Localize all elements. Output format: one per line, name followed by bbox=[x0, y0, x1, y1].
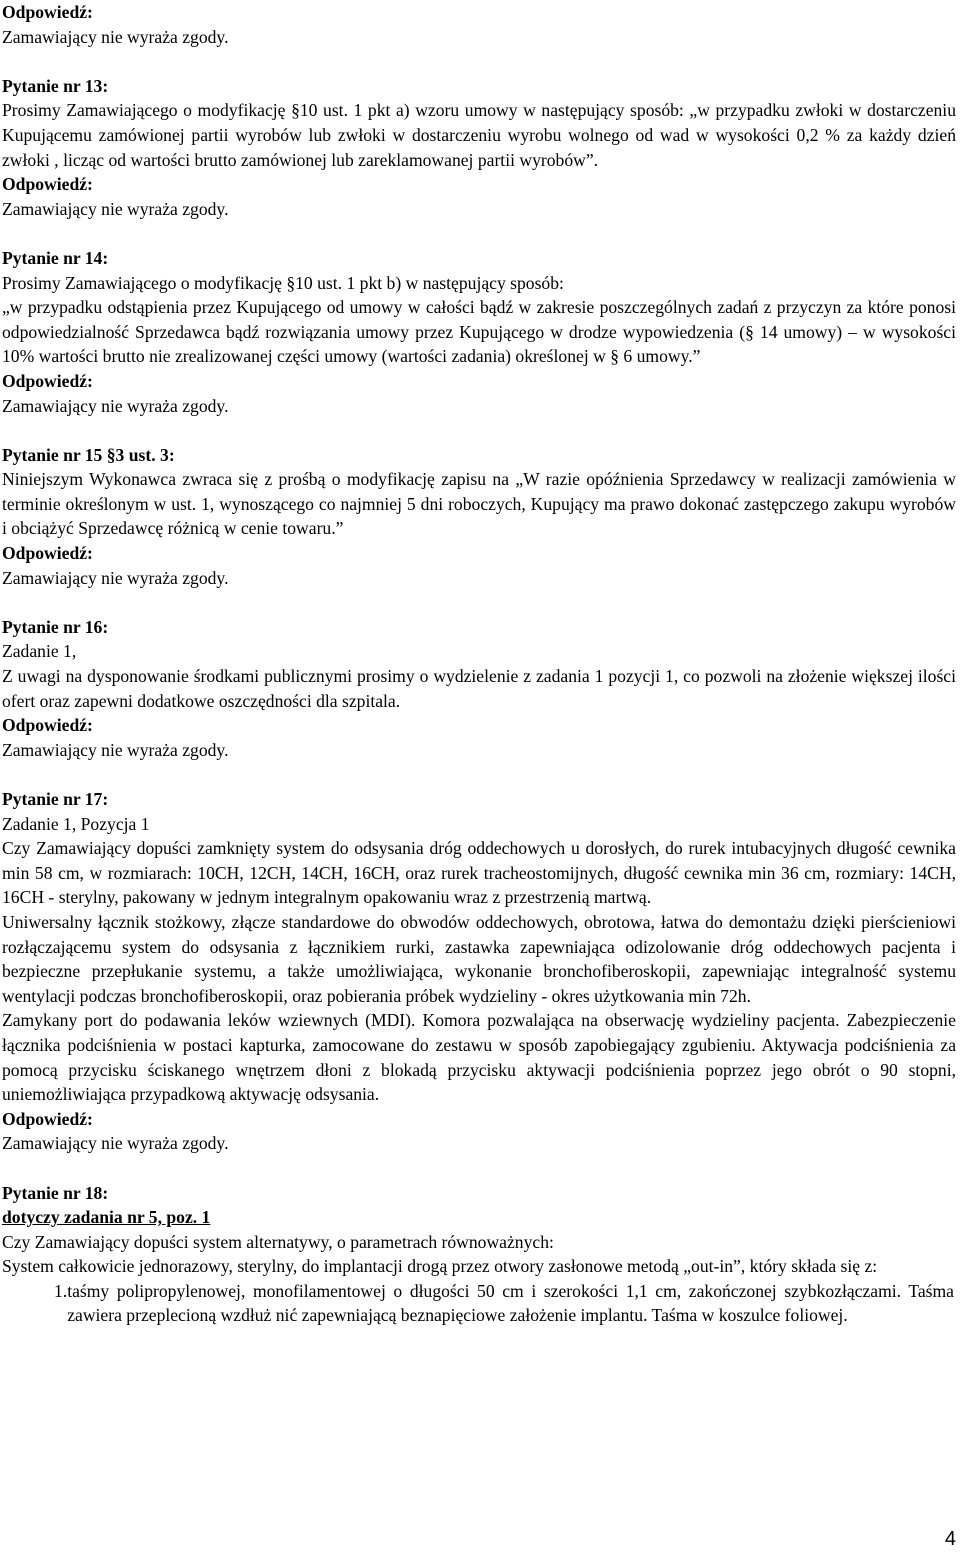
list-item-text: taśmy polipropylenowej, monofilamentowej o długości 50 cm i szerokości 1,1 cm, zakończonej szybkozłączami. Taśma zawiera przeplecioną wzdłuż nić zapewniającą beznapięciowe założenie implantu. Taśma w koszulce foliowej. bbox=[67, 1280, 954, 1326]
question-18-body: System całkowicie jednorazowy, sterylny, do implantacji drogą przez otwory zasłonowe metodą „out-in”, który składa się z: bbox=[2, 1256, 878, 1277]
question-17-paragraph-1: Czy Zamawiający dopuści zamknięty system do odsysania dróg oddechowych u dorosłych, do rurek intubacyjnych długość cewnika min 58 cm, w rozmiarach: 10CH, 12CH, 14CH, 16CH, oraz rurek tracheostomijnych, długość cewnika min 36 cm, rozmiary: 14CH, 16CH - sterylny, pakowany w jednym integralnym opakowaniu wraz z przestrzenią martwą. bbox=[2, 838, 956, 908]
question-14-answer-text: Zamawiający nie wyraża zgody. bbox=[2, 395, 229, 416]
question-16-answer-label: Odpowiedź: bbox=[2, 715, 93, 736]
question-17-title: Pytanie nr 17: bbox=[2, 789, 109, 809]
question-14-answer-label: Odpowiedź: bbox=[2, 370, 93, 391]
question-13-title: Pytanie nr 13: bbox=[2, 75, 109, 96]
question-15-answer-label: Odpowiedź: bbox=[2, 543, 93, 564]
question-14-body: „w przypadku odstąpienia przez Kupującego od umowy w całości bądź w zakresie poszczególnych zadań z przyczyn za które ponosi odpowiedzialność Sprzedawca bądź rozwiązania umowy przez Kupującego w drodze wypowiedzenia (§ 14 umowy) – w wysokości 10% wartości brutto nie zrealizowanej części umowy (wartości zadania) określonej w § 6 umowy.” bbox=[2, 297, 956, 367]
question-17-answer-label: Odpowiedź: bbox=[2, 1108, 93, 1129]
question-18-intro: Czy Zamawiający dopuści system alternatywy, o parametrach równoważnych: bbox=[2, 1231, 554, 1252]
page-number: 4 bbox=[944, 1528, 956, 1550]
answer-label: Odpowiedź: bbox=[2, 2, 93, 22]
question-16-body: Z uwagi na dysponowanie środkami publicznymi prosimy o wydzielenie z zadania 1 pozycji 1, co pozwoli na złożenie większej ilości ofert oraz zapewni dodatkowe oszczędności dla szpitala. bbox=[2, 666, 956, 711]
question-16-answer-text: Zamawiający nie wyraża zgody. bbox=[2, 739, 229, 760]
question-15-answer-text: Zamawiający nie wyraża zgody. bbox=[2, 567, 229, 588]
question-17-answer-text: Zamawiający nie wyraża zgody. bbox=[2, 1133, 229, 1154]
question-17-paragraph-3: Zamykany port do podawania leków wziewnych (MDI). Komora pozwalająca na obserwację wydzieliny pacjenta. Zabezpieczenie łącznika podciśnienia w postaci kapturka, zamocowane do zestawu w sposób zapobiegający zgubieniu. Aktywacja podciśnienia za pomocą przycisku ściskanego wnętrzem dłoni z blokadą przycisku aktywacji podciśnienia poprzez jego obrót o 90 stopni, uniemożliwiająca przypadkową aktywację odsysania. bbox=[2, 1010, 956, 1105]
question-17-subtitle: Zadanie 1, Pozycja 1 bbox=[2, 813, 150, 834]
question-13-body: Prosimy Zamawiającego o modyfikację §10 ust. 1 pkt a) wzoru umowy w następujący sposób: „w przypadku zwłoki w dostarczeniu Kupującemu zamówionej partii wyrobów lub zwłoki w dostarczeniu wyrobu wolnego od wad w wysokości 0,2 % za każdy dzień zwłoki , licząc od wartości brutto zamówionej lub zareklamowanej partii wyrobów”. bbox=[2, 100, 956, 170]
question-17-paragraph-2: Uniwersalny łącznik stożkowy, złącze standardowe do obwodów oddechowych, obrotowa, łatwa do demontażu dzięki pierścieniowi rozłączającemu system do odsysania z łącznikiem rurki, zastawka zapewniająca odizolowanie dróg oddechowych pacjenta i bezpieczne przepłukanie systemu, a także umożliwiająca, wykonanie bronchofiberoskopii, zapewniając integralność systemu wentylacji podczas bronchofiberoskopii, oraz pobierania próbek wydzieliny - okres użytkowania min 72h. bbox=[2, 911, 956, 1006]
question-15-title: Pytanie nr 15 §3 ust. 3: bbox=[2, 444, 175, 465]
question-16-subtitle: Zadanie 1, bbox=[2, 641, 77, 662]
document-page bbox=[2, 0, 956, 1328]
question-13-answer-label: Odpowiedź: bbox=[2, 174, 93, 195]
list-item bbox=[54, 1279, 956, 1328]
question-15-body: Niniejszym Wykonawca zwraca się z prośbą o modyfikację zapisu na „W razie opóźnienia Sprzedawcy w realizacji zamówienia w terminie określonym w ust. 1, wynoszącego co najmniej 5 dni roboczych, Kupujący ma prawo dokonać zastępczego zakupu wyrobów i obciążyć Sprzedawcę różnicą w cenie towaru.” bbox=[2, 469, 956, 539]
question-16-title: Pytanie nr 16: bbox=[2, 616, 109, 637]
question-14-title: Pytanie nr 14: bbox=[2, 247, 109, 268]
list-item-number: 1. bbox=[54, 1280, 68, 1301]
answer-text: Zamawiający nie wyraża zgody. bbox=[2, 26, 229, 47]
question-18-title: Pytanie nr 18: bbox=[2, 1182, 109, 1203]
question-14-intro: Prosimy Zamawiającego o modyfikację §10 ust. 1 pkt b) w następujący sposób: bbox=[2, 272, 564, 293]
question-18-subtitle: dotyczy zadania nr 5, poz. 1 bbox=[2, 1207, 211, 1228]
question-13-answer-text: Zamawiający nie wyraża zgody. bbox=[2, 198, 229, 219]
